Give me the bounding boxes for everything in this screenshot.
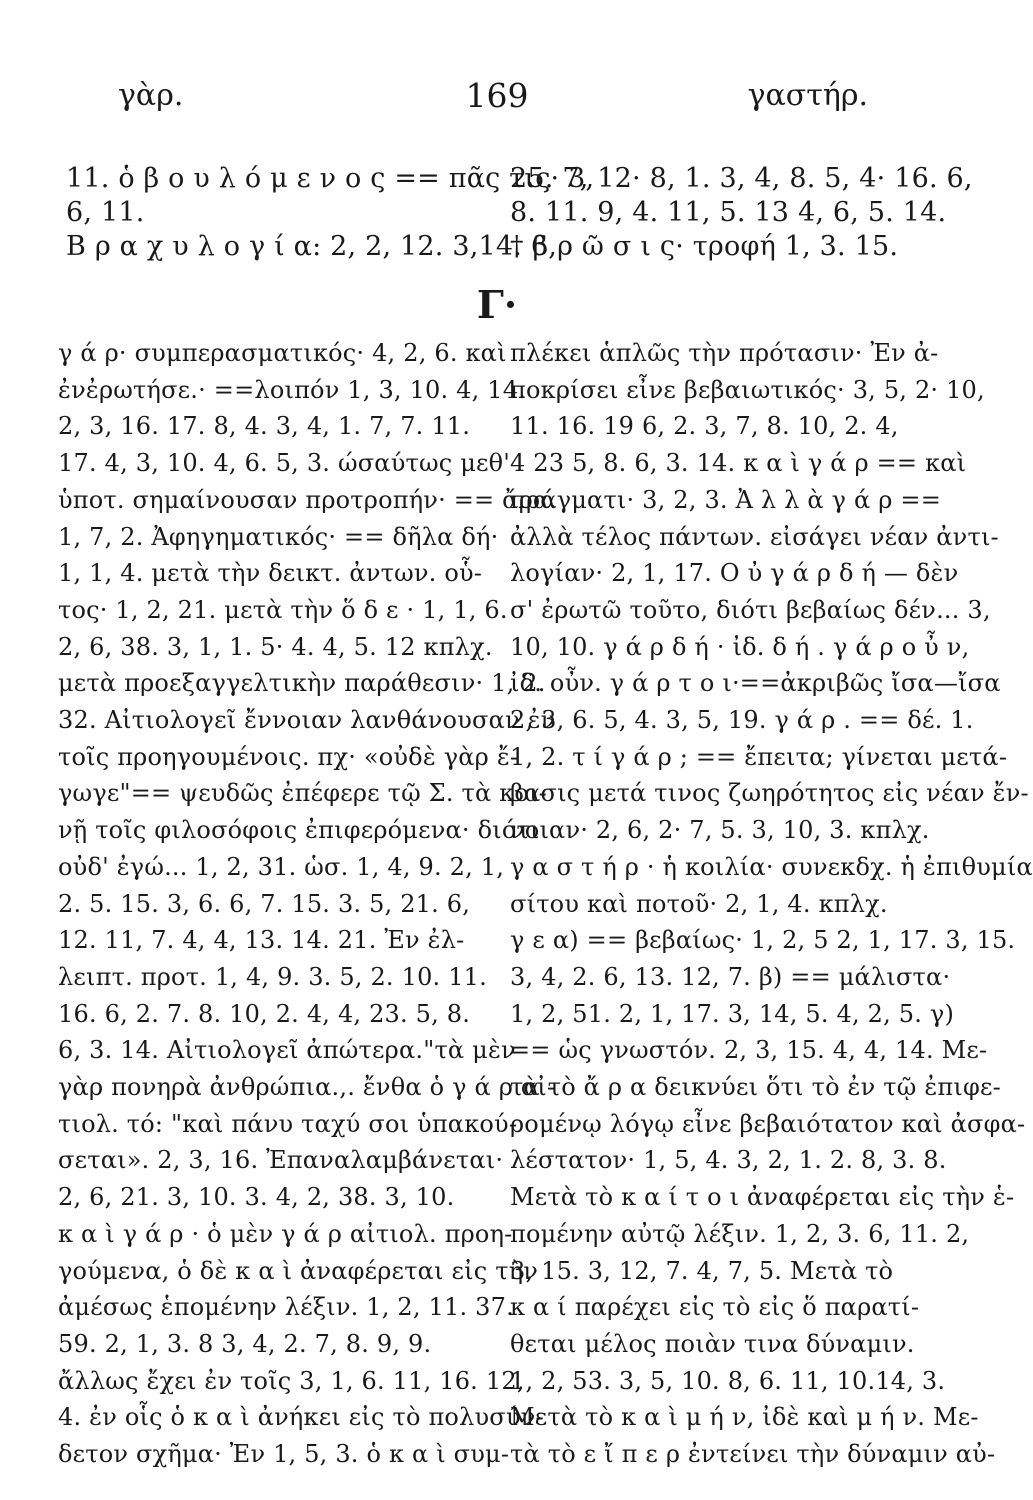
right-column-line: ἀλλὰ τέλος πάντων. εἰσάγει νέαν ἀντι- [510,522,999,551]
left-column-line: δετον σχῆμα· Ἐν 1, 5, 3. ὁ κ α ὶ συμ- [58,1440,510,1468]
right-column-line: γ α σ τ ή ρ · ἡ κοιλία· συνεκδχ. ἡ ἐπιθυμία [510,852,1033,881]
top-left-line: 6, 11. [66,197,145,228]
left-column-line: τος· 1, 2, 21. μετὰ τὴν ὅ δ ε · 1, 1, 6. [58,595,508,624]
right-column-line: πλέκει ἁπλῶς τὴν πρότασιν· Ἐν ἀ- [510,339,939,367]
right-column-line: θεται μέλος ποιὰν τινα δύναμιν. [510,1329,915,1358]
left-column-line: κ α ὶ γ ά ρ · ὁ μὲν γ ά ρ αἰτιολ. προη- [58,1219,513,1248]
left-column-line: 4. ἐν οἷς ὁ κ α ὶ ἀνήκει εἰς τὸ πολυσύν- [58,1403,544,1432]
right-column-line: Μετὰ τὸ κ α ὶ μ ή ν, ἰδὲ καὶ μ ή ν. Με- [510,1403,979,1432]
right-column-line: 2, 3, 6. 5, 4. 3, 5, 19. γ ά ρ . == δέ. 1. [510,706,974,734]
running-head-left: γὰρ. [118,78,184,113]
left-column-line: μετὰ προεξαγγελτικὴν παράθεσιν· 1, 2. [58,669,546,698]
top-right-line: 8. 11. 9, 4. 11, 5. 13 4, 6, 5. 14. [510,197,947,228]
right-column-line: 3, 4, 2. 6, 13. 12, 7. β) == μάλιστα· [510,962,951,991]
left-column-line: τιολ. τό: "καὶ πάνυ ταχύ σοι ὑπακού- [58,1109,518,1138]
right-column-line: βασις μετά τινος ζωηρότητος εἰς νέαν ἔν- [510,779,1029,808]
left-column-line: λειπτ. προτ. 1, 4, 9. 3. 5, 2. 10. 11. [58,962,487,991]
left-column-line: 6, 3. 14. Αἰτιολογεῖ ἀπώτερα."τὰ μὲν [58,1036,516,1065]
right-column-line: πομένην αὐτῷ λέξιν. 1, 2, 3. 6, 11. 2, [510,1219,970,1248]
right-column-line: γ ε α) == βεβαίως· 1, 2, 5 2, 1, 17. 3, 15. [510,926,1016,955]
left-column-line: τοῖς προηγουμένοις. πχ· «οὐδὲ γὰρ ἔ- [58,742,519,771]
right-column-line: 1, 2. τ ί γ ά ρ ; == ἔπειτα; γίνεται μετά- [510,742,1008,771]
running-head-right: γαστήρ. [747,78,868,113]
left-column-line: γ ά ρ· συμπερασματικός· 4, 2, 6. καὶ [58,339,507,367]
top-left-line: 11. ὁ β ο υ λ ό μ ε ν ο ς == πᾶς τις· 3, [66,163,595,194]
right-column-line: 11. 16. 19 6, 2. 3, 7, 8. 10, 2. 4, [510,412,899,441]
left-column-line: οὐδ' ἐγώ... 1, 2, 31. ὡσ. 1, 4, 9. 2, 1, [58,852,505,881]
left-column-line: 2. 5. 15. 3, 6. 6, 7. 15. 3. 5, 21. 6, [58,889,471,918]
left-column-line: 12. 11, 7. 4, 4, 13. 14. 21. Ἐν ἐλ- [58,926,465,955]
left-column-line: 2, 3, 16. 17. 8, 4. 3, 4, 1. 7, 7. 11. [58,412,471,441]
left-column-line: γωγε"== ψευδῶς ἐπέφερε τῷ Σ. τὰ κοι- [58,779,547,808]
right-column-line: 3, 15. 3, 12, 7. 4, 7, 5. Μετὰ τὸ [510,1256,894,1285]
left-column-line: 1, 7, 2. Ἀφηγηματικός· == δῆλα δή· [58,522,499,551]
left-column-line: γὰρ πονηρὰ ἀνθρώπια.,. ἔνθα ὁ γ ά ρ αἰ- [58,1073,556,1101]
left-column-line: ἄλλως ἔχει ἐν τοῖς 3, 1, 6. 11, 16. 12, [58,1366,525,1395]
right-column-line: 1, 2, 53. 3, 5, 10. 8, 6. 11, 10.14, 3. [510,1366,946,1395]
right-column-line: σίτου καὶ ποτοῦ· 2, 1, 4. κπλχ. [510,889,888,918]
right-column-line: 10, 10. γ ά ρ δ ή · ἰδ. δ ή . γ ά ρ ο ὖ ν, [510,632,970,661]
right-column-line: πράγματι· 3, 2, 3. Ἀ λ λ ὰ γ ά ρ == [510,485,942,514]
left-column-line: 32. Αἰτιολογεῖ ἔννοιαν λανθάνουσαν ἐν [58,706,556,734]
left-column-line: 1, 1, 4. μετὰ τὴν δεικτ. ἀντων. οὗ- [58,559,483,588]
right-column-line: τὰ τὸ ε ἴ π ε ρ ἐντείνει τὴν δύναμιν αὐ- [510,1440,996,1468]
top-right-line: † β ρ ῶ σ ι ς· τροφή 1, 3. 15. [510,231,899,262]
right-column-line: κ α ί παρέχει εἰς τὸ εἰς ὅ παρατί- [510,1293,920,1322]
left-column-line: 17. 4, 3, 10. 4, 6. 5, 3. ώσαύτως μεθ' [58,449,511,478]
right-column-line: 1, 2, 51. 2, 1, 17. 3, 14, 5. 4, 2, 5. γ) [510,999,955,1028]
top-right-line: 25. 7, 12· 8, 1. 3, 4, 8. 5, 4· 16. 6, [510,163,973,194]
left-column-line: 16. 6, 2. 7. 8. 10, 2. 4, 4, 23. 5, 8. [58,999,471,1028]
right-column-line: == ὡς γνωστόν. 2, 3, 15. 4, 4, 14. Με- [510,1036,988,1065]
top-left-line: Β ρ α χ υ λ ο γ ί α: 2, 2, 12. 3,14. 6, [66,231,558,262]
right-column-line: Μετὰ τὸ κ α ί τ ο ι ἀναφέρεται εἰς τὴν ἑ- [510,1183,1015,1212]
left-column-line: ἐνἐρωτήσε.· ==λοιπόν 1, 3, 10. 4, 14. [58,375,527,404]
right-column-line: λέστατον· 1, 5, 4. 3, 2, 1. 2. 8, 3. 8. [510,1146,947,1175]
left-column-line: νῇ τοῖς φιλοσόφοις ἐπιφερόμενα· διότι [58,816,540,845]
left-column-line: σεται». 2, 3, 16. Ἐπαναλαμβάνεται· [58,1146,504,1175]
left-column-line: ὑποτ. σημαίνουσαν προτροπήν· == ἄρα. [58,485,558,514]
left-column-line: 2, 6, 21. 3, 10. 3. 4, 2, 38. 3, 10. [58,1183,455,1212]
right-column-line: ποκρίσει εἶνε βεβαιωτικός· 3, 5, 2· 10, [510,375,985,404]
left-column-line: 2, 6, 38. 3, 1, 1. 5· 4. 4, 5. 12 κπλχ. [58,632,493,661]
right-column-line: 4 23 5, 8. 6, 3. 14. κ α ὶ γ ά ρ == καὶ [510,449,967,478]
left-column-line: ἀμέσως ἑπομένην λέξιν. 1, 2, 11. 37. [58,1293,514,1322]
left-column-line: 59. 2, 1, 3. 8 3, 4, 2. 7, 8. 9, 9. [58,1329,432,1358]
right-column-line: ἰδ. οὖν. γ ά ρ τ ο ι·==ἀκριβῶς ἴσα—ἴσα [510,669,1001,698]
right-column-line: νοιαν· 2, 6, 2· 7, 5. 3, 10, 3. κπλχ. [510,816,930,845]
left-column-line: γούμενα, ὁ δὲ κ α ὶ ἀναφέρεται εἰς τὴν [58,1256,539,1285]
page-number: 169 [465,76,529,115]
right-column-line: ρομένῳ λόγῳ εἶνε βεβαιότατον καὶ ἀσφα- [510,1109,1026,1138]
right-column-line: λογίαν· 2, 1, 17. Ο ὐ γ ά ρ δ ή — δὲν [510,559,959,588]
section-letter: Γ· [476,282,518,327]
right-column-line: σ' ἐρωτῶ τοῦτο, διότι βεβαίως δέν... 3, [510,595,991,624]
right-column-line: τὰ τὸ ἄ ρ α δεικνύει ὅτι τὸ ἐν τῷ ἐπιφε- [510,1073,1001,1101]
